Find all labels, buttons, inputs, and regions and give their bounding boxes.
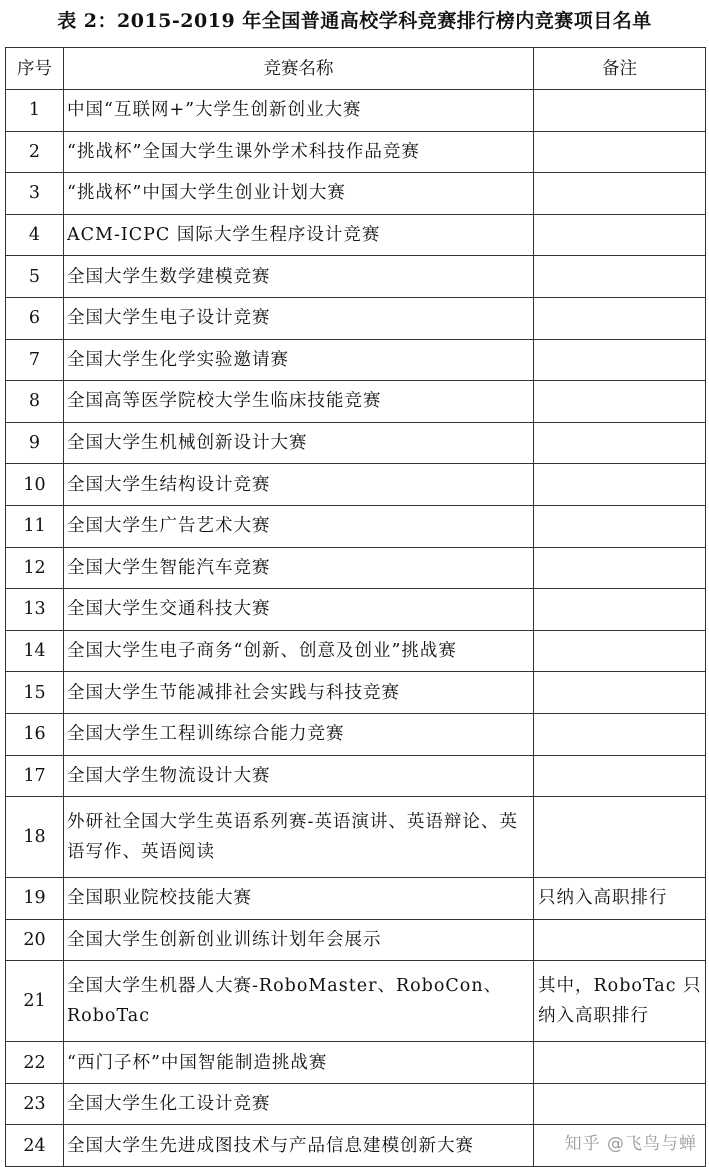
table-row: [6, 214, 706, 256]
competition-name: 中国“互联网+”大学生创新创业大赛: [64, 90, 534, 132]
competition-name: 全国高等医学院校大学生临床技能竞赛: [64, 381, 534, 423]
table-row: [6, 919, 706, 961]
row-number: 22: [6, 1042, 64, 1084]
row-number: 16: [6, 713, 64, 755]
row-number: 13: [6, 589, 64, 631]
competition-name: 全国大学生机器人大赛-RoboMaster、RoboCon、RoboTac: [64, 961, 534, 1042]
row-number: 23: [6, 1083, 64, 1125]
competition-note: [534, 630, 706, 672]
row-number: 9: [6, 422, 64, 464]
competition-note: 只纳入高职排行: [534, 878, 706, 920]
competition-name: 全国大学生工程训练综合能力竞赛: [64, 713, 534, 755]
competition-note: [534, 256, 706, 298]
row-number: 24: [6, 1125, 64, 1167]
row-number: 19: [6, 878, 64, 920]
competition-name: 外研社全国大学生英语系列赛-英语演讲、英语辩论、英语写作、英语阅读: [64, 797, 534, 878]
table-row: [6, 1042, 706, 1084]
row-number: 8: [6, 381, 64, 423]
competition-name: “挑战杯”中国大学生创业计划大赛: [64, 173, 534, 215]
header-number: 序号: [6, 48, 64, 90]
competition-name: 全国大学生电子设计竞赛: [64, 297, 534, 339]
competition-note: [534, 422, 706, 464]
table-row: [6, 589, 706, 631]
competition-note: [534, 919, 706, 961]
table-row: [6, 422, 706, 464]
competition-note: [534, 672, 706, 714]
competition-note: [534, 547, 706, 589]
competition-name: 全国大学生智能汽车竞赛: [64, 547, 534, 589]
competition-name: 全国大学生物流设计大赛: [64, 755, 534, 797]
table-row: [6, 256, 706, 298]
competition-name: 全国大学生电子商务“创新、创意及创业”挑战赛: [64, 630, 534, 672]
competition-note: [534, 464, 706, 506]
table-row: [6, 464, 706, 506]
table-header-row: [6, 48, 706, 90]
table-row: [6, 713, 706, 755]
competition-name: 全国大学生机械创新设计大赛: [64, 422, 534, 464]
competition-name: “挑战杯”全国大学生课外学术科技作品竞赛: [64, 131, 534, 173]
row-number: 14: [6, 630, 64, 672]
competition-name: 全国大学生创新创业训练计划年会展示: [64, 919, 534, 961]
competition-note: [534, 173, 706, 215]
competition-name: 全国大学生化工设计竞赛: [64, 1083, 534, 1125]
competition-name: 全国大学生数学建模竞赛: [64, 256, 534, 298]
table-row: [6, 961, 706, 1042]
row-number: 11: [6, 505, 64, 547]
competition-note: [534, 713, 706, 755]
competition-note: [534, 214, 706, 256]
table-row: [6, 173, 706, 215]
table-row: [6, 131, 706, 173]
table-row: [6, 547, 706, 589]
competition-name: 全国大学生化学实验邀请赛: [64, 339, 534, 381]
table-row: [6, 339, 706, 381]
row-number: 2: [6, 131, 64, 173]
competition-note: [534, 381, 706, 423]
competition-note: [534, 505, 706, 547]
row-number: 18: [6, 797, 64, 878]
competition-name: ACM-ICPC 国际大学生程序设计竞赛: [64, 214, 534, 256]
competition-note: [534, 1042, 706, 1084]
competition-note: [534, 131, 706, 173]
table-row: [6, 755, 706, 797]
competition-name: 全国大学生节能减排社会实践与科技竞赛: [64, 672, 534, 714]
competition-note: [534, 90, 706, 132]
competition-name: 全国大学生结构设计竞赛: [64, 464, 534, 506]
competition-note: [534, 755, 706, 797]
competition-note: [534, 797, 706, 878]
row-number: 17: [6, 755, 64, 797]
table-row: [6, 797, 706, 878]
competition-note: [534, 297, 706, 339]
row-number: 4: [6, 214, 64, 256]
row-number: 20: [6, 919, 64, 961]
competition-name: 全国职业院校技能大赛: [64, 878, 534, 920]
competition-name: “西门子杯”中国智能制造挑战赛: [64, 1042, 534, 1084]
table-title: 表 2：2015-2019 年全国普通高校学科竞赛排行榜内竞赛项目名单: [57, 10, 652, 32]
row-number: 10: [6, 464, 64, 506]
competition-note: 其中，RoboTac 只纳入高职排行: [534, 961, 706, 1042]
competition-note: [534, 589, 706, 631]
row-number: 21: [6, 961, 64, 1042]
table-row: [6, 90, 706, 132]
table-row: [6, 672, 706, 714]
row-number: 5: [6, 256, 64, 298]
table-row: [6, 630, 706, 672]
row-number: 6: [6, 297, 64, 339]
competition-name: 全国大学生广告艺术大赛: [64, 505, 534, 547]
watermark: 知乎 @飞鸟与蝉: [564, 1134, 697, 1154]
competition-name: 全国大学生先进成图技术与产品信息建模创新大赛: [64, 1125, 534, 1167]
table-row: [6, 297, 706, 339]
row-number: 7: [6, 339, 64, 381]
row-number: 1: [6, 90, 64, 132]
table-row: [6, 505, 706, 547]
header-competition-name: 竞赛名称: [64, 48, 534, 90]
competition-name: 全国大学生交通科技大赛: [64, 589, 534, 631]
competition-note: [534, 1083, 706, 1125]
header-note: 备注: [534, 48, 706, 90]
table-row: [6, 1083, 706, 1125]
row-number: 15: [6, 672, 64, 714]
row-number: 3: [6, 173, 64, 215]
table-row: [6, 381, 706, 423]
competition-note: [534, 339, 706, 381]
row-number: 12: [6, 547, 64, 589]
table-row: [6, 878, 706, 920]
competition-table: [5, 47, 706, 1167]
